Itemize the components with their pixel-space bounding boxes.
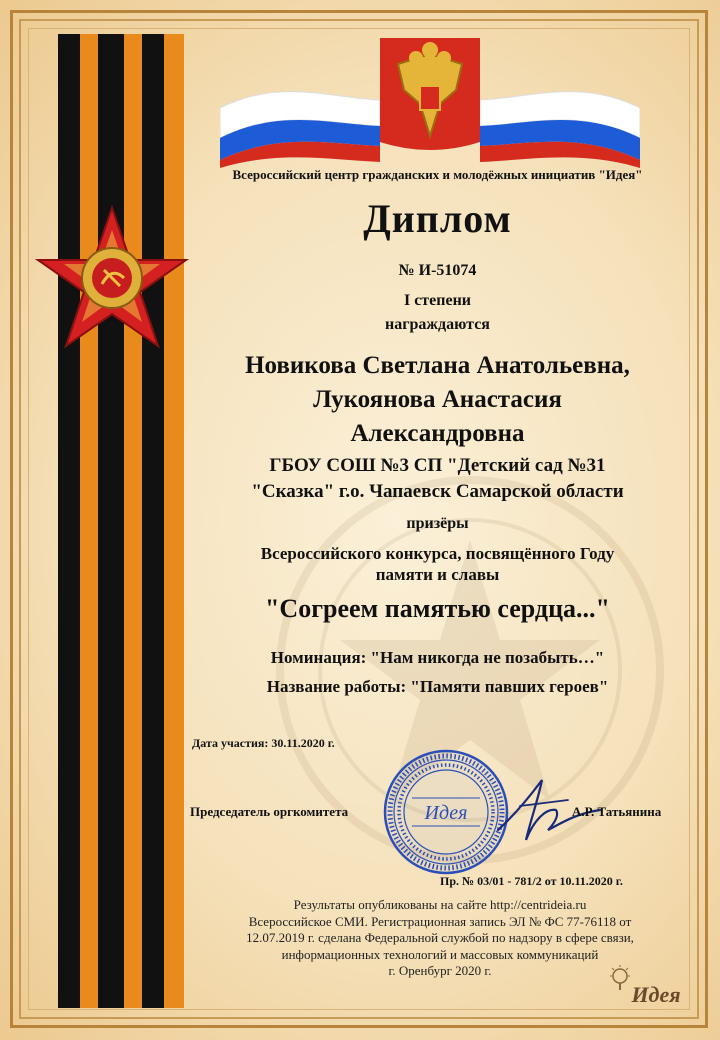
russian-flag-emblem [220,38,640,168]
seal-text: Идея [424,802,468,824]
recipient-line: Лукоянова Анастасия [313,386,562,413]
st-george-ribbon [58,34,184,1008]
nomination: Номинация: "Нам никогда не позабыть…" [270,648,605,667]
order-star-emblem [30,200,195,360]
contest-name: "Согреем памятью сердца..." [265,594,610,623]
contest-line: памяти и славы [375,565,500,584]
logo-text: Идея [631,982,681,1007]
contest-line: Всероссийского конкурса, посвящённого Году [260,544,615,563]
diploma-title: Диплом [363,196,512,241]
participation-date: Дата участия: 30.11.2020 г. [192,736,335,750]
institution-line: ГБОУ СОШ №3 СП "Детский сад №31 [269,455,606,476]
footer-line: информационных технологий и массовых коммуникаций [281,946,599,962]
order-reference: Пр. № 03/01 - 781/2 от 10.11.2020 г. [440,874,623,888]
footer-line: Результаты опубликованы на сайте http://centrideia.ru [293,897,587,912]
chair-name: А.Р. Татьянина [572,804,662,819]
contest-description [190,543,685,585]
diploma-number: № И-51074 [398,262,477,279]
footer-line: Всероссийское СМИ. Регистрационная запись ЭЛ № ФС 77-76118 от [248,913,632,929]
awarded-label: награждаются [385,316,490,333]
recipient-line: Александровна [350,420,525,447]
idea-logo [606,964,692,1010]
diploma-degree: I степени [403,292,472,309]
institution [190,453,685,505]
recipient-names [190,349,685,451]
footer-line: г. Оренбург 2020 г. [388,963,492,978]
footer-line: 12.07.2019 г. сделана Федеральной службой по надзору в сфере связи, [246,930,634,945]
work-title: Название работы: "Памяти павших героев" [266,677,609,696]
chair-label: Председатель оргкомитета [190,804,349,819]
institution-line: "Сказка" г.о. Чапаевск Самарской области [251,481,624,502]
organization-name: Всероссийский центр гражданских и молодёжных инициатив "Идея" [232,167,643,182]
recipient-line: Новикова Светлана Анатольевна, [245,352,630,379]
status-label: призёры [406,515,469,532]
